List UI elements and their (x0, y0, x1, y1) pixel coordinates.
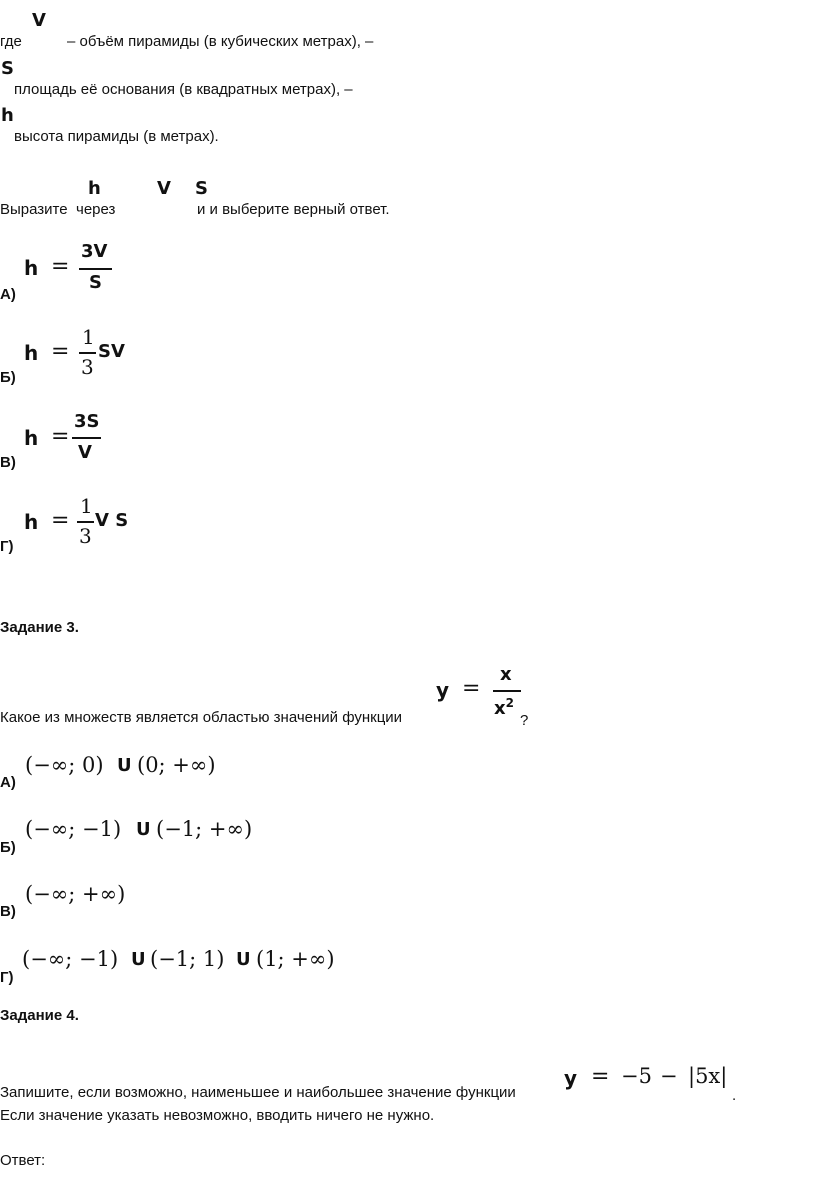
option-a-equals: = (51, 254, 70, 279)
task3-option-b-union: U (136, 819, 151, 840)
task3-option-d-label: Г) (0, 969, 14, 986)
var-h-symbol: h (1, 105, 14, 126)
task4-heading: Задание 4. (0, 1007, 79, 1024)
definition-area-text: площадь её основания (в квадратных метрах), – (14, 81, 353, 98)
task4-function-lhs: y (564, 1066, 578, 1090)
task3-function-lhs: y (436, 678, 450, 702)
task3-option-a-interval-2: (0; +∞) (137, 753, 216, 777)
option-c-lhs: h (24, 426, 39, 450)
task3-option-d-union-1: U (131, 949, 146, 970)
prompt-var-h: h (88, 178, 101, 199)
option-a-fraction-bar (79, 268, 112, 270)
option-c-fraction-bar (72, 437, 101, 439)
task3-option-a-union: U (117, 755, 132, 776)
task3-option-a-label: А) (0, 774, 16, 791)
task3-function-fraction-bar (493, 690, 521, 692)
prompt-choose: и и выберите верный ответ. (197, 201, 390, 218)
task3-question: Какое из множеств является областью значений функции (0, 709, 403, 726)
option-d-tail: V S (95, 510, 129, 531)
task3-option-b-interval-2: (−1; +∞) (156, 817, 253, 841)
option-b-equals: = (51, 339, 70, 364)
task3-option-b-label: Б) (0, 839, 16, 856)
option-c-denominator: V (78, 442, 92, 463)
task3-option-b-interval-1: (−∞; −1) (25, 817, 122, 841)
definition-where: где (0, 33, 22, 50)
answer-label: Ответ: (0, 1152, 46, 1169)
option-c-numerator: 3S (74, 411, 100, 432)
option-b-denominator: 3 (81, 355, 94, 379)
task3-option-d-union-2: U (236, 949, 251, 970)
var-s-symbol: S (1, 58, 14, 79)
option-a-label: А) (0, 286, 16, 303)
task3-function-equals: = (462, 676, 481, 701)
task3-option-d-interval-1: (−∞; −1) (22, 947, 119, 971)
var-v-symbol: V (32, 10, 46, 31)
option-d-lhs: h (24, 510, 39, 534)
option-b-numerator: 1 (82, 325, 95, 349)
task3-option-c-interval-1: (−∞; +∞) (25, 882, 126, 906)
option-c-label: В) (0, 454, 16, 471)
prompt-through: через (76, 201, 116, 218)
task3-question-mark: ? (520, 712, 529, 729)
option-b-fraction-bar (79, 352, 96, 354)
task4-function-equals: = (591, 1064, 610, 1089)
prompt-var-s: S (195, 178, 208, 199)
definition-height-text: высота пирамиды (в метрах). (14, 128, 219, 145)
prompt-express: Выразите (0, 201, 68, 218)
option-d-denominator: 3 (79, 524, 92, 548)
task4-function-constant: −5 (621, 1064, 652, 1088)
task4-instruction: Запишите, если возможно, наименьшее и наибольшее значение функции (0, 1084, 516, 1101)
option-b-lhs: h (24, 341, 39, 365)
task3-option-c-label: В) (0, 903, 16, 920)
option-d-numerator: 1 (80, 494, 93, 518)
task4-instruction-period: . (732, 1087, 737, 1104)
option-a-numerator: 3V (81, 241, 108, 262)
option-d-label: Г) (0, 538, 14, 555)
option-a-denominator: S (89, 272, 102, 293)
option-b-tail: SV (98, 341, 125, 362)
task4-note: Если значение указать невозможно, вводить ничего не нужно. (0, 1107, 435, 1124)
option-a-lhs: h (24, 256, 39, 280)
task3-option-a-interval-1: (−∞; 0) (25, 753, 104, 777)
task3-option-d-interval-3: (1; +∞) (256, 947, 335, 971)
option-b-label: Б) (0, 369, 16, 386)
prompt-var-v: V (157, 178, 171, 199)
option-d-equals: = (51, 508, 70, 533)
task3-function-numerator: x (500, 664, 512, 685)
option-c-equals: = (51, 424, 70, 449)
task3-function-denominator: $x^2$ (494, 696, 514, 719)
task3-option-d-interval-2: (−1; 1) (150, 947, 225, 971)
definition-volume-text: – объём пирамиды (в кубических метрах), – (67, 33, 374, 50)
task4-function-minus: − (660, 1064, 678, 1088)
task3-heading: Задание 3. (0, 619, 79, 636)
task4-function-abs: |5x| (688, 1064, 728, 1088)
option-d-fraction-bar (77, 521, 94, 523)
